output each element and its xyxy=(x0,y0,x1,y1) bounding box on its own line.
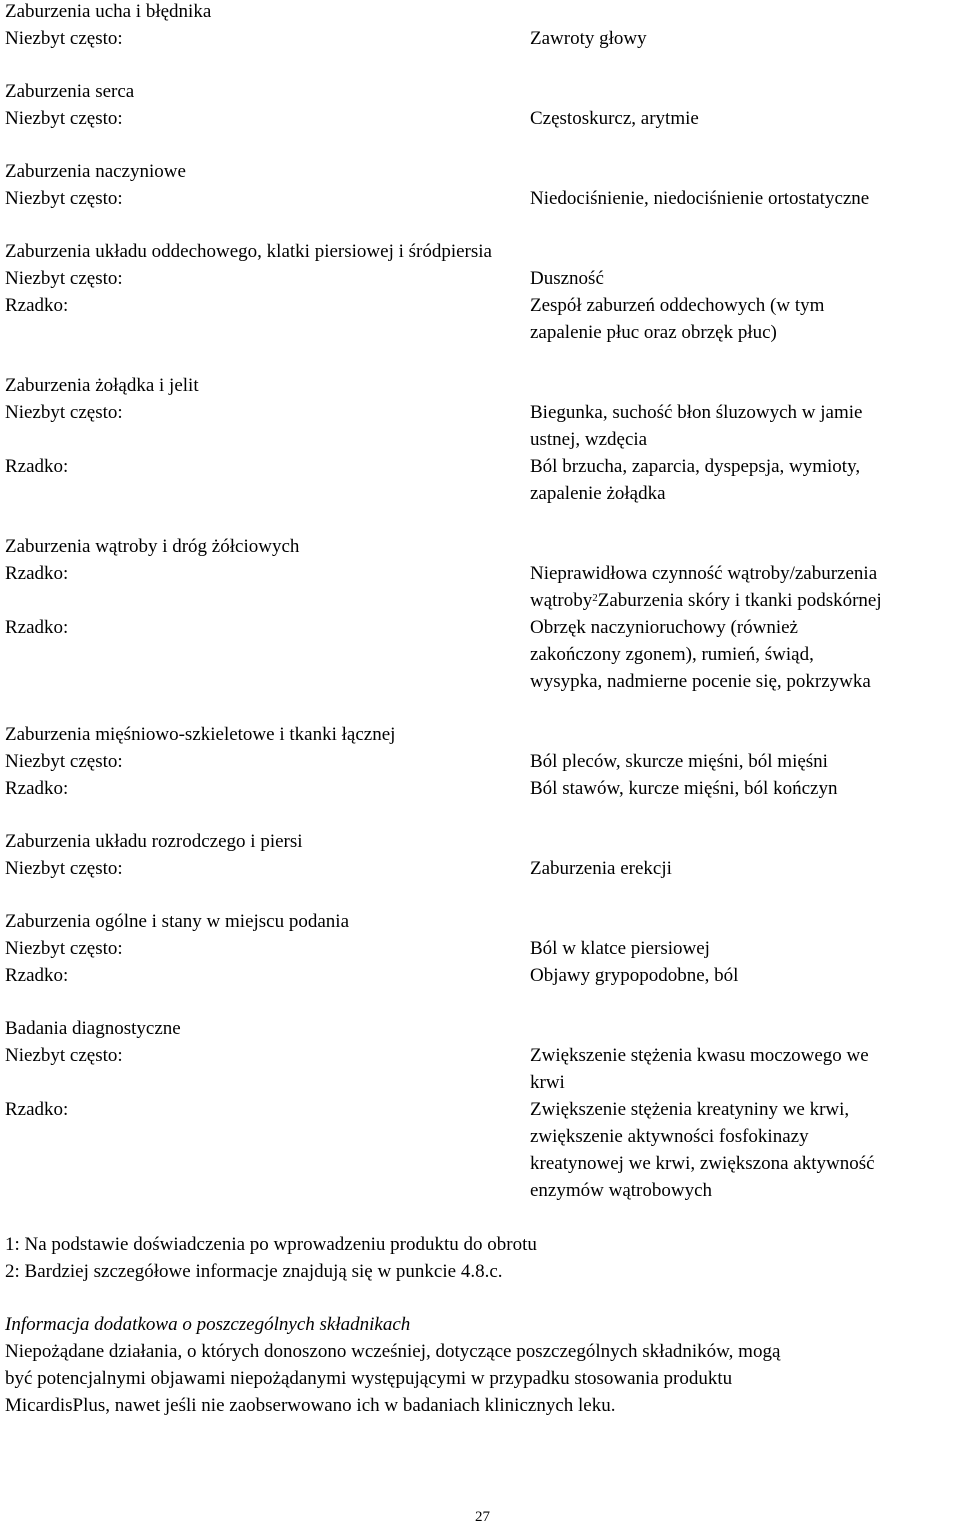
section-heading: Zaburzenia wątroby i dróg żółciowych xyxy=(5,536,300,557)
adverse-effect-text: Objawy grypopodobne, ból xyxy=(530,965,739,986)
adverse-effect-text: kreatynowej we krwi, zwiększona aktywność xyxy=(530,1153,875,1174)
adverse-effect-text: Niedociśnienie, niedociśnienie ortostatyczne xyxy=(530,188,870,209)
adverse-effect-text: Biegunka, suchość błon śluzowych w jamie xyxy=(530,402,863,423)
adverse-effect-text: zakończony zgonem), rumień, świąd, xyxy=(530,644,814,665)
paragraph-line: być potencjalnymi objawami niepożądanymi występującymi w przypadku stosowania produktu xyxy=(5,1368,733,1389)
adverse-effect-text: Zaburzenia erekcji xyxy=(530,858,672,879)
frequency-label: Rzadko: xyxy=(5,617,69,638)
adverse-effect-text: Obrzęk naczynioruchowy (również xyxy=(530,617,798,638)
adverse-effect-text xyxy=(530,590,882,612)
adverse-effect-text: Częstoskurcz, arytmie xyxy=(530,108,699,129)
paragraph-line: MicardisPlus, nawet jeśli nie zaobserwowano ich w badaniach klinicznych leku. xyxy=(5,1395,616,1416)
frequency-label: Niezbyt często: xyxy=(5,28,123,49)
section-heading: Zaburzenia serca xyxy=(5,81,135,102)
adverse-effect-text: Ból pleców, skurcze mięśni, ból mięśni xyxy=(530,751,828,772)
footnote: 2: Bardziej szczegółowe informacje znajdują się w punkcie 4.8.c. xyxy=(5,1261,503,1282)
frequency-label: Rzadko: xyxy=(5,456,69,477)
section-heading: Badania diagnostyczne xyxy=(5,1018,181,1039)
footnote-ref: 2 xyxy=(592,592,598,604)
adverse-effect-text: Zwiększenie stężenia kreatyniny we krwi, xyxy=(530,1099,850,1120)
frequency-label: Rzadko: xyxy=(5,778,69,799)
section-heading: Zaburzenia mięśniowo-szkieletowe i tkanki łącznej xyxy=(5,724,396,745)
frequency-label: Niezbyt często: xyxy=(5,1045,123,1066)
frequency-label: Niezbyt często: xyxy=(5,938,123,959)
section-heading-inline: Zaburzenia skóry i tkanki podskórnej xyxy=(597,590,882,611)
adverse-effect-text: wątroby xyxy=(530,590,593,611)
section-heading: Zaburzenia ogólne i stany w miejscu podania xyxy=(5,911,350,932)
footnote: 1: Na podstawie doświadczenia po wprowadzeniu produktu do obrotu xyxy=(5,1234,537,1255)
adverse-effect-text: Nieprawidłowa czynność wątroby/zaburzenia xyxy=(530,563,878,584)
frequency-label: Rzadko: xyxy=(5,965,69,986)
adverse-effect-text: Zwiększenie stężenia kwasu moczowego we xyxy=(530,1045,869,1066)
section-heading: Zaburzenia żołądka i jelit xyxy=(5,375,199,396)
adverse-effect-text: Zespół zaburzeń oddechowych (w tym xyxy=(530,295,825,316)
frequency-label: Rzadko: xyxy=(5,1099,69,1120)
adverse-effect-text: zapalenie żołądka xyxy=(530,483,666,504)
adverse-effect-text: zwiększenie aktywności fosfokinazy xyxy=(530,1126,809,1147)
adverse-effect-text: Ból brzucha, zaparcia, dyspepsja, wymioty, xyxy=(530,456,861,477)
adverse-effect-text: Ból w klatce piersiowej xyxy=(530,938,710,959)
frequency-label: Niezbyt często: xyxy=(5,188,123,209)
section-heading: Zaburzenia układu rozrodczego i piersi xyxy=(5,831,303,852)
additional-info-title: Informacja dodatkowa o poszczególnych składnikach xyxy=(5,1314,411,1335)
adverse-effect-text: wysypka, nadmierne pocenie się, pokrzywka xyxy=(530,671,871,692)
frequency-label: Rzadko: xyxy=(5,295,69,316)
adverse-effect-text: Ból stawów, kurcze mięśni, ból kończyn xyxy=(530,778,838,799)
frequency-label: Niezbyt często: xyxy=(5,858,123,879)
section-heading: Zaburzenia ucha i błędnika xyxy=(5,1,212,22)
frequency-label: Rzadko: xyxy=(5,563,69,584)
adverse-effect-text: Zawroty głowy xyxy=(530,28,647,49)
section-heading: Zaburzenia naczyniowe xyxy=(5,161,186,182)
paragraph-line: Niepożądane działania, o których donoszono wcześniej, dotyczące poszczególnych składników, mogą xyxy=(5,1341,781,1362)
adverse-effect-text: Duszność xyxy=(530,268,604,289)
page-number: 27 xyxy=(475,1509,490,1525)
section-heading: Zaburzenia układu oddechowego, klatki piersiowej i śródpiersia xyxy=(5,241,492,262)
frequency-label: Niezbyt często: xyxy=(5,108,123,129)
adverse-effect-text: enzymów wątrobowych xyxy=(530,1180,713,1201)
adverse-effect-text: zapalenie płuc oraz obrzęk płuc) xyxy=(530,322,777,343)
frequency-label: Niezbyt często: xyxy=(5,268,123,289)
frequency-label: Niezbyt często: xyxy=(5,402,123,423)
frequency-label: Niezbyt często: xyxy=(5,751,123,772)
adverse-effect-text: ustnej, wzdęcia xyxy=(530,429,648,450)
adverse-effect-text: krwi xyxy=(530,1072,565,1093)
